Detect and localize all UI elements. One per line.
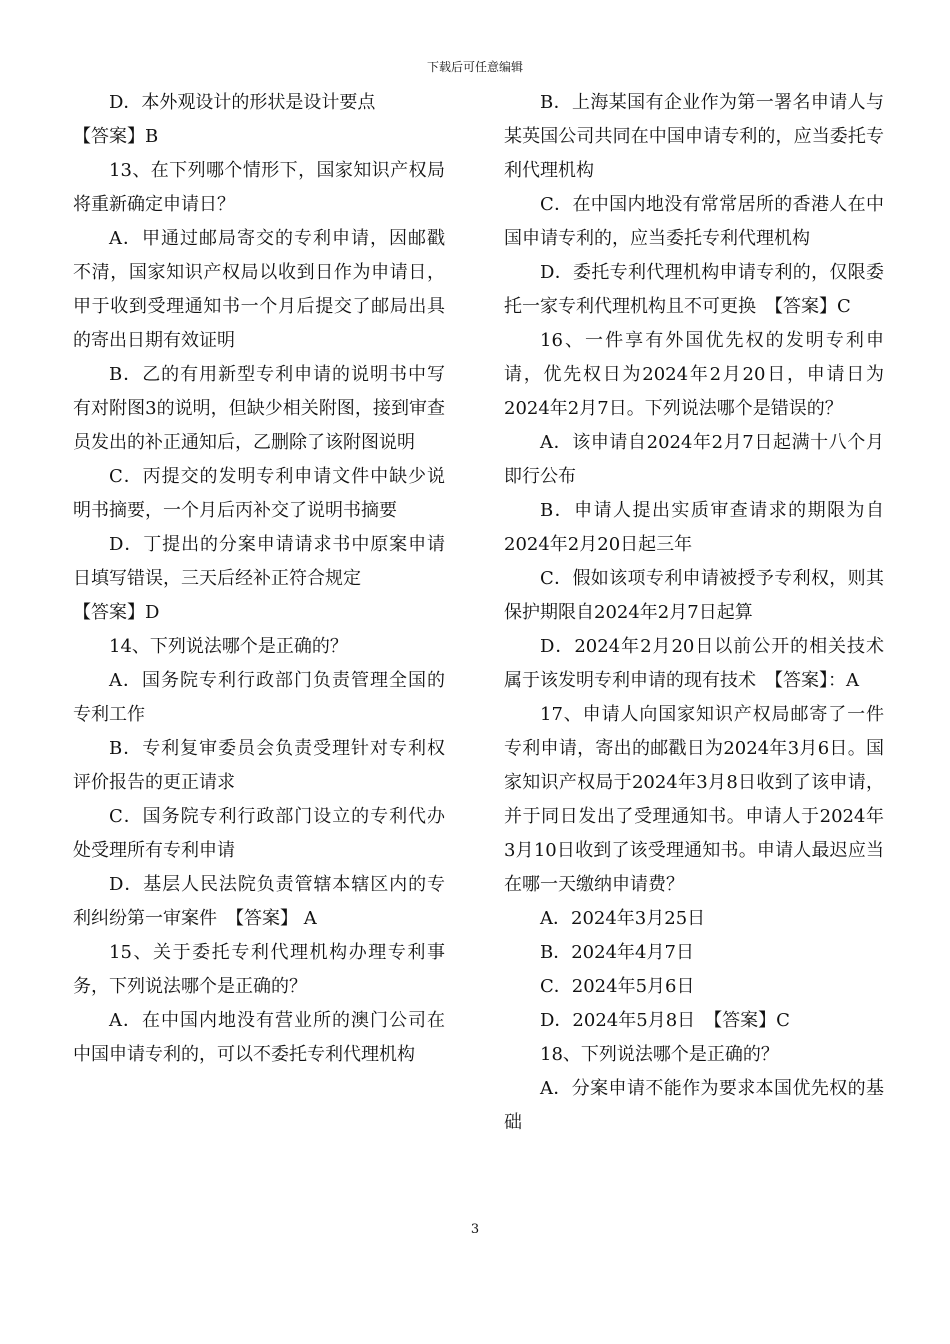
page-number: 3 [470, 1222, 480, 1237]
paragraph: 14、下列说法哪个是正确的？ [109, 636, 348, 657]
paragraph: B．乙的有用新型专利申请的说明书中写有对附图3的说明，但缺少相关附图，接到审查员发出的补正通知后，乙删除了该附图说明 [73, 364, 445, 453]
paragraph: A．该申请自2024年2月7日起满十八个月即行公布 [504, 432, 884, 487]
paragraph: A．在中国内地没有营业所的澳门公司在中国申请专利的，可以不委托专利代理机构 [73, 1010, 445, 1065]
paragraph: 13、在下列哪个情形下，国家知识产权局将重新确定申请日？ [73, 160, 445, 215]
paragraph: 15、关于委托专利代理机构办理专利事务，下列说法哪个是正确的？ [73, 942, 445, 997]
paragraph: D．丁提出的分案申请请求书中原案申请日填写错误，三天后经补正符合规定 [73, 534, 445, 589]
paragraph: C．在中国内地没有常常居所的香港人在中国申请专利的，应当委托专利代理机构 [504, 194, 884, 249]
paragraph: B．申请人提出实质审查请求的期限为自2024年2月20日起三年 [504, 500, 884, 555]
paragraph: D．2024年2月20日以前公开的相关技术属于该发明专利申请的现有技术 【答案】：A [504, 636, 884, 691]
paragraph: C．国务院专利行政部门设立的专利代办处受理所有专利申请 [73, 806, 445, 861]
paragraph: A．分案申请不能作为要求本国优先权的基础 [504, 1078, 884, 1133]
paragraph: C．假如该项专利申请被授予专利权，则其保护期限自2024年2月7日起算 [504, 568, 884, 623]
right-column [504, 86, 884, 1140]
paragraph: 18、下列说法哪个是正确的？ [540, 1044, 779, 1065]
paragraph: D．本外观设计的形状是设计要点 [109, 92, 376, 113]
paragraph: A．国务院专利行政部门负责管理全国的专利工作 [73, 670, 445, 725]
paragraph: 16、一件享有外国优先权的发明专利申请，优先权日为2024年2月20日，申请日为2024年2月7日。下列说法哪个是错误的？ [504, 330, 884, 419]
page-header: 下载后可任意编辑 [426, 60, 523, 74]
paragraph: D．2024年5月8日 【答案】C [540, 1010, 790, 1031]
paragraph: A．2024年3月25日 [540, 908, 706, 929]
left-column [73, 86, 445, 1072]
paragraph: 17、申请人向国家知识产权局邮寄了一件专利申请，寄出的邮戳日为2024年3月6日。国家知识产权局于2024年3月8日收到了该申请，并于同日发出了受理通知书。申请人于2024年3月10日收到了该受理通知书。申请人最迟应当在哪一天缴纳申请费？ [504, 704, 884, 895]
paragraph: B．2024年4月7日 [540, 942, 694, 963]
paragraph: A．甲通过邮局寄交的专利申请，因邮戳不清，国家知识产权局以收到日作为申请日，甲于收到受理通知书一个月后提交了邮局出具的寄出日期有效证明 [73, 228, 445, 351]
paragraph: D．委托专利代理机构申请专利的，仅限委托一家专利代理机构且不可更换 【答案】C [504, 262, 884, 317]
paragraph: D．基层人民法院负责管辖本辖区内的专利纠纷第一审案件 【答案】 A [73, 874, 445, 929]
paragraph: 【答案】D [73, 602, 160, 623]
paragraph: B．上海某国有企业作为第一署名申请人与某英国公司共同在中国申请专利的，应当委托专利代理机构 [504, 92, 884, 181]
paragraph: C．丙提交的发明专利申请文件中缺少说明书摘要，一个月后丙补交了说明书摘要 [73, 466, 445, 521]
paragraph: B．专利复审委员会负责受理针对专利权评价报告的更正请求 [73, 738, 445, 793]
paragraph: 【答案】B [73, 126, 159, 147]
paragraph: C．2024年5月6日 [540, 976, 695, 997]
